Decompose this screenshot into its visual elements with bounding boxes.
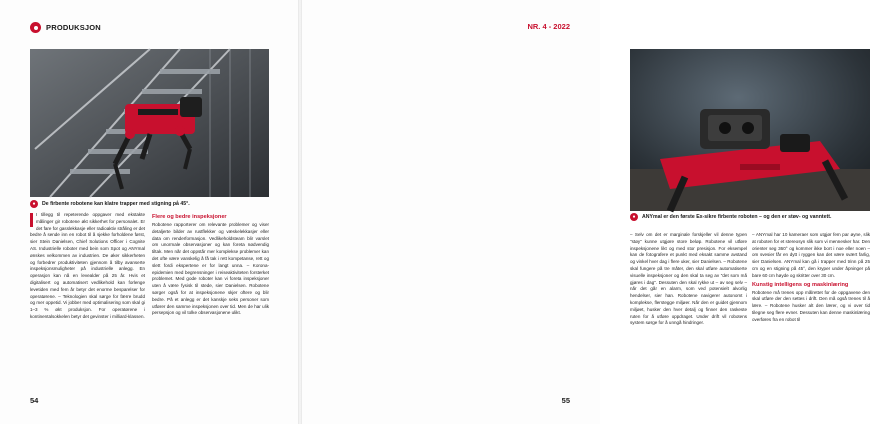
robot-stairs-illustration xyxy=(30,49,269,197)
column-3-text: – Selv om det er marginale forskjeller vil denne typen "støy" kunne utgjøre store beløp. Robotene vil utføre inspeksjonene likt og med stor presisjon. For eksempel kan de fotografere et punkt med eksakt samme avstand og vinkel hver dag i flere uker, sier Danielsen. – Robotene skal fungere på tre måter, den skal utføre automatiserte visuelle inspeksjoner og den skal ta seg av "det som må gjøres i dag". Dessuten den skal rykke ut – av seg selv – når det går en alarm, som ved potensielt alvorlig hendelser, sier han. Robotene navigerer autonomt i komplekse, flerstegge miljøer. Når den er guidet gjennom miljøet, husker den hver detalj og finner den raskeste ruten for å utføre oppdraget. Under drift vil robotens system sørge for å unngå hindringer. xyxy=(630,232,747,326)
page-number: 55 xyxy=(561,396,570,405)
subheading-ai: Kunstig intelligens og maskinlæring xyxy=(752,281,849,288)
anymal-illustration xyxy=(630,49,870,211)
robot-stairs-photo xyxy=(30,49,269,197)
article-column-1 xyxy=(30,212,145,321)
column-4-text-b: Robotene må trenes opp målrettet for de oppgavene den skal utføre der den settes i drift. Den må også trenes til å lære. – Robotene husker alt den lærer, og vi over tid tilegne seg flere evner. Dessuten kan denne maskinlæring overføres fra en robot til xyxy=(752,289,870,322)
dropcap-marker xyxy=(30,213,33,227)
page-number: 54 xyxy=(30,396,39,405)
caption-text: De firbente robotene kan klatre trapper med stigning på 45°. xyxy=(42,201,190,207)
caption-text: ANYmal er den første Ex-sikre firbente roboten – og den er støv- og vanntett. xyxy=(642,214,832,220)
photo-caption xyxy=(630,214,870,221)
section-title: PRODUKSJON xyxy=(46,23,101,32)
column-1-text: I tillegg til repeterende oppgaver med ekstakte målinger gir robotene økt sikkerhet for personalet. Er det fare for gasslekkasje eller radioaktiv stråling er det bedre å sende inn en robot til å sjekke forholdene først, sier Stein Danielsen, Chief Solutions Officer i Cognite AS. Industrielle roboter med bein som Spot og ANYmal ønskes velkommen av industrien. De øker sikkerheten og forbedrer produktiviteten gjennom å tilby avanserte inspeksjonsmuligheter på industrielle anlegg. En operasjon kan nå en levealder på 25 år. Hvis et digitalisert og automatisert vedlikehold kan forlenge levetiden med fem år betyr det enorme besparelser for operatørene. – Teknologien skal sørge for færre brudd og mer oppetid. Vi jobber med optimalisering som skal gi 1–3 % økt produksjon. For operatørene i kontinentalsokkelen betyr det gevinster i milliard-klassen. xyxy=(30,212,145,319)
column-2-text: Robotene rapporterer om relevante problemer og viser detaljerte bilder av rustflekker og væskelekkasjer eller data om renderformasjon. Vedlikeholdsteam blir varslet om unormale observasjoner og kan foreta nødvendig tiltak. Men når det oppstår mer komplekse problemer kan det ofte være vanskelig å få tak i rett kompetanse, rett og slett fordi ekspertene er for langt unna. – Korona-epidemien med begrensninger i reiseaktiviteten forsterket problemet. Med gode roboter kan vi foreta inspeksjoner uten å være fysisk til stede, sier Danielsen. Robotene sørger også for at inspeksjonene skjer oftere og blir bedre. På et anlegg er det kanskje seks personer som utfører den samme inspeksjonen over tid. Men de har ulik persepsjon og vil tolke observasjonene ulikt. xyxy=(152,222,269,316)
subheading-inspections: Flere og bedre inspeksjoner xyxy=(152,214,227,220)
article-column-2 xyxy=(152,212,269,317)
right-page xyxy=(300,0,870,424)
issue-number: NR. 4 - 2022 xyxy=(527,22,570,31)
section-marker-icon xyxy=(30,22,41,33)
anymal-photo xyxy=(630,49,870,211)
camera-icon: ● xyxy=(30,200,38,208)
article-column-3 xyxy=(630,232,747,327)
article-column-4 xyxy=(752,232,870,324)
column-4-text: – ANYmal har 10 kameraer som utgjør fem par øyne, slik at roboten for et stereosyn slik som vi mennesker har. Den orienter seg 360° og kommer ikke bort i noe eller noen – om svesier får en dytt i ryggen kan det være svært farlig, sier Danielsen. ANYmal kan gå i trapper med trinn på 25 cm og en stigning på 45°, den kryper under åpninger på bare 60 cm høyde og skritter over 30 cm. xyxy=(752,232,870,278)
camera-icon: ● xyxy=(630,213,638,221)
section-header xyxy=(30,22,101,33)
left-page xyxy=(0,0,300,424)
photo-caption xyxy=(30,201,269,208)
